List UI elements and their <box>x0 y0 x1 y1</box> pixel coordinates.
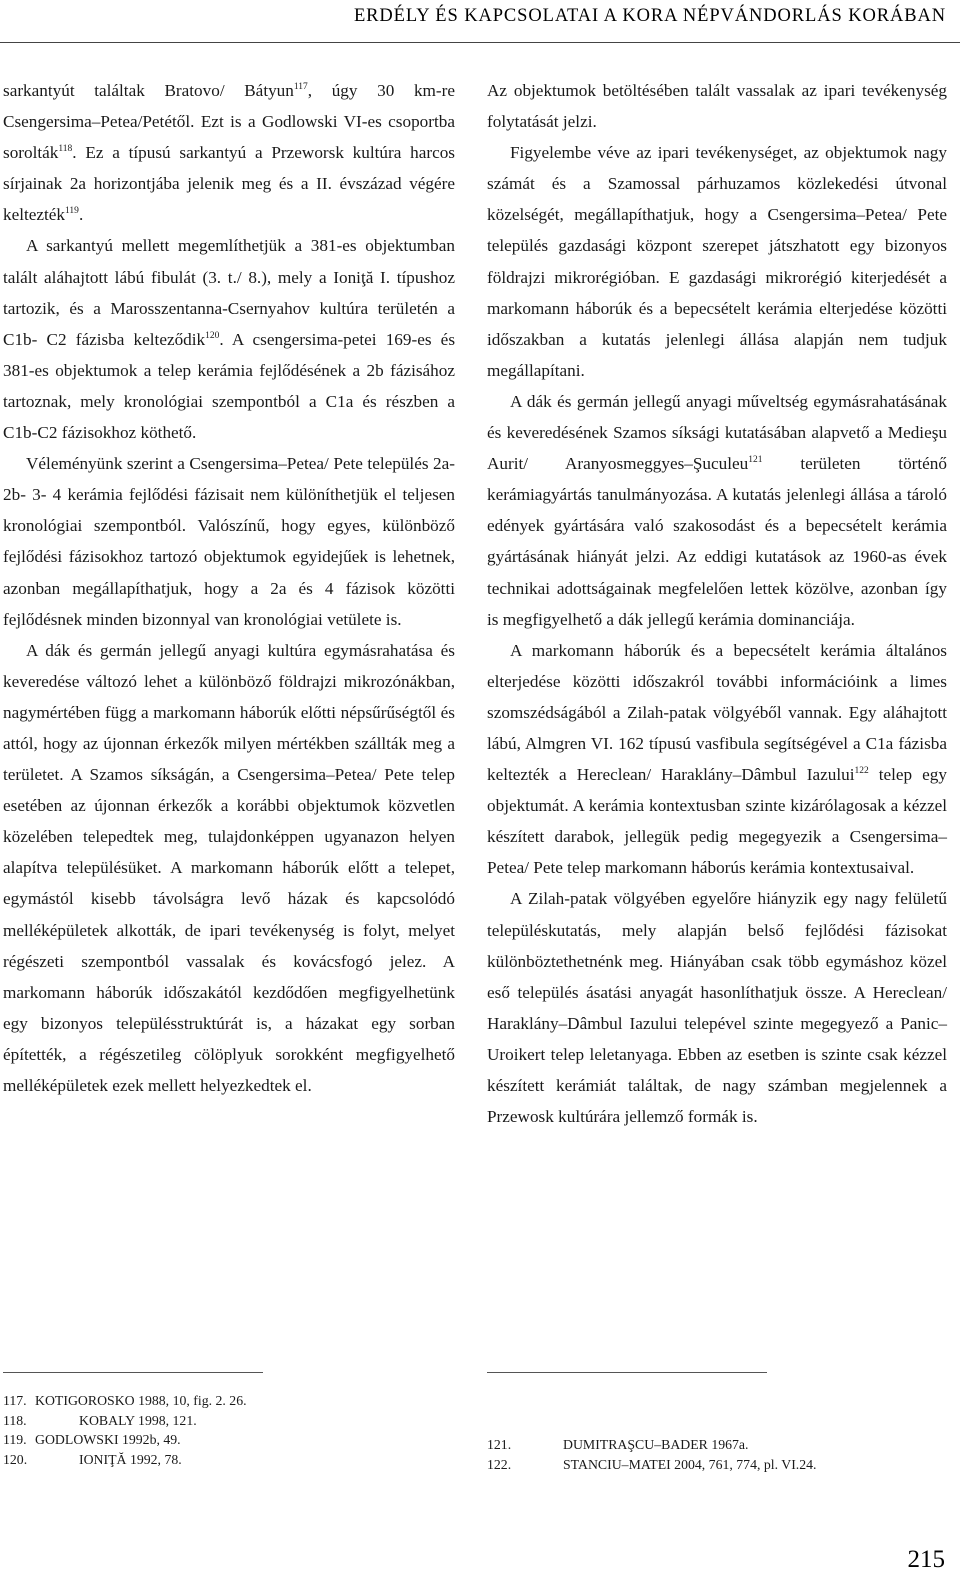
footnote-119 <box>3 1430 455 1450</box>
footnote-118 <box>3 1411 455 1431</box>
footnote-ref-121[interactable]: 121 <box>748 455 763 466</box>
footnote-text: KOBALY 1998, 121. <box>79 1412 197 1428</box>
footnote-ref-117[interactable]: 117 <box>293 82 308 92</box>
footnote-120 <box>3 1450 455 1470</box>
footnote-117 <box>3 1391 455 1411</box>
running-head: ERDÉLY ÉS KAPCSOLATAI A KORA NÉPVÁNDORLÁS KORÁBAN <box>353 6 946 26</box>
footnote-text: IONIŢĂ 1992, 78. <box>79 1451 182 1467</box>
footnotes-left <box>3 1391 455 1469</box>
footnote-ref-119[interactable]: 119 <box>65 206 79 217</box>
footnote-rule-right <box>487 1372 767 1373</box>
footnote-text: DUMITRAŞCU–BADER 1967a. <box>563 1437 749 1452</box>
right-paragraph-2: Figyelembe véve az ipari tevékenységet, az objektumok nagy számát és a Szamossal párhuzamos közlekedési útvonal közelségét, megállapíthatjuk, hogy a Csengersima–Petea/ Pete település gazdasági központ szerepet játszhatott egy bizonyos földrajzi mikrorégióban. E gazdasági mikrorégió kiterjedését a markomann háborúk és a bepecsételt kerámia elterjedése közötti időszakban a kutatás jelenlegi állása alapján nem tudjuk megállapítani. <box>487 143 947 380</box>
footnote-ref-120[interactable]: 120 <box>205 330 220 341</box>
right-paragraph-4: A markomann háborúk és a bepecsételt kerámia általános elterjedése közötti időszakról további információink a limes szomszédságából a Zilah-patak völgyéből vannak. Egy aláhajtott lábú, Almgren VI. 162 típusú vasfibula segítségével a C1a fázisba keltezték a Hereclean/ Haraklány–Dâmbul Iazului$^{122}$ telep egy objektumát. A kerámia kontextusban szinte kizárólagosak a kézzel készített darabok, jellegük pedig megegyezik a Csengersima–Petea/ Pete telep markomann háborús kerámia kontextusaival. <box>487 640 947 878</box>
left-paragraph-1: sarkantyút találtak Bratovo/ Bátyun$^{117}$, úgy 30 km-re Csengersima–Petea/Petétől. Ezt is a Godlowski VI-es csoportba sorolták$^{118}$. Ez a típusú sarkantyú a Przeworsk kultúra harcos sírjainak 2a horizontjába jelenik meg és a II. évszázad végére keltezték$^{119}$. <box>3 81 455 225</box>
right-paragraph-5: A Zilah-patak völgyében egyelőre hiányzik egy nagy felületű településkutatás, mely alapján belső fejlődési fázisokat különböztethetnénk meg. Hiányában csak több egymáshoz közel eső település ásatási anyagát hasonlíthatjuk össze. A Hereclean/ Haraklány–Dâmbul Iazului telepével szinte megegyező a Panic–Uroikert telep leletanyaga. Ebben az esetben is szinte csak kézzel készített kerámiát találtak, de nagy számban megjelennek a Przewosk kultúrára jellemző formák is. <box>487 889 947 1127</box>
footnote-121 <box>487 1435 947 1455</box>
right-paragraph-3: A dák és germán jellegű anyagi műveltség egymásrahatásának és keveredésének Szamos síksági kutatásában alapvető a Medieşu Aurit/ Aranyosmeggyes–Şuculeu$^{121}$ területen történő kerámiagyártás tanulmányozása. A kutatás jelenlegi állása a tároló edények gyártására való szakosodást és a bepecsételt kerámia gyártásának hiányát jelzi. Az eddigi kutatások az 1960-as évek technikai adottságainak megfelelően lettek közölve, azonban így is megfigyelhető a dák jellegű kerámia dominanciája. <box>487 391 947 629</box>
footnote-text: KOTIGOROSKO 1988, 10, fig. 2. 26. <box>35 1393 247 1408</box>
right-column <box>487 75 947 1132</box>
footnote-number: 118. <box>3 1412 27 1428</box>
footnotes-right <box>487 1435 947 1474</box>
footnote-number: 122. <box>487 1456 512 1472</box>
left-paragraph-3: Véleményünk szerint a Csengersima–Petea/ Pete település 2a- 2b- 3- 4 kerámia fejlődési fázisait nem különíthetjük el teljesen kronológiai szempontból. Valószínű, hogy egyes, különböző fejlődési fázisokhoz tartozó objektumok egyidejűek is lehetnek, azonban megállapíthatjuk, hogy a 2a és 4 fázisok közötti fejlődésnek minden bizonnyal van kronológiai vetülete is. <box>3 454 455 629</box>
footnote-number: 120. <box>3 1451 28 1467</box>
footnote-122 <box>487 1455 947 1475</box>
footnote-text: GODLOWSKI 1992b, 49. <box>35 1432 181 1447</box>
footnote-rule-left <box>3 1372 263 1373</box>
left-column <box>3 75 455 1101</box>
footnote-number: 121. <box>487 1437 512 1452</box>
left-paragraph-2: A sarkantyú mellett megemlíthetjük a 381-es objektumban talált aláhajtott lábú fibulát (3. t./ 8.), mely a Ioniţă I. típushoz tartozik, és a Marosszentanna-Csernyahov kultúra területén a C1b- C2 fázisba kelteződik$^{120}$. A csengersima-petei 169-es és 381-es objektumok a telep kerámia fejlődésének a 2b fázisához tartoznak, mely kronológiai szempontból a C1a és részben a C1b-C2 fázisokhoz köthető. <box>3 236 456 443</box>
footnote-ref-118[interactable]: 118 <box>58 144 73 155</box>
page-number: 215 <box>907 1546 945 1573</box>
footnote-number: 119. <box>3 1432 27 1447</box>
footnote-number: 117. <box>3 1393 27 1408</box>
footnote-ref-122[interactable]: 122 <box>854 766 869 777</box>
right-paragraph-1: Az objektumok betöltésében talált vassalak az ipari tevékenység folytatását jelzi. <box>487 81 947 132</box>
footnote-text: STANCIU–MATEI 2004, 761, 774, pl. VI.24. <box>563 1456 817 1472</box>
left-paragraph-4: A dák és germán jellegű anyagi kultúra egymásrahatása és keveredése változó lehet a különböző földrajzi mikrozónákban, nagymértében függ a markomann háborúk előtti népsűrűségtől és attól, hogy az újonnan érkezők milyen mértékben szállták meg a területet. A Szamos síkságán, a Csengersima–Petea/ Pete telep esetében az újonnan érkezők a korábbi objektumok közvetlen közelében telepedtek meg, tulajdonképpen ugyanazon helyen alapítva településüket. A markomann háborúk előtt a telepet, egymástól kisebb távolságra levő házak és kapcsolódó melléképületek alkották, de ipari tevékenység is folyt, melyet régészeti szempontból vassalak és kovácsfogó jelez. A markomann háborúk időszakától kezdődően megfigyelhetünk egy bizonyos településstruktúrát is, a házakat egy sorban építették, a régészetileg cölöplyuk sorokként megfigyelhető melléképületek ezek mellett helyezkedtek el. <box>3 640 455 1095</box>
header-rule <box>0 42 960 43</box>
